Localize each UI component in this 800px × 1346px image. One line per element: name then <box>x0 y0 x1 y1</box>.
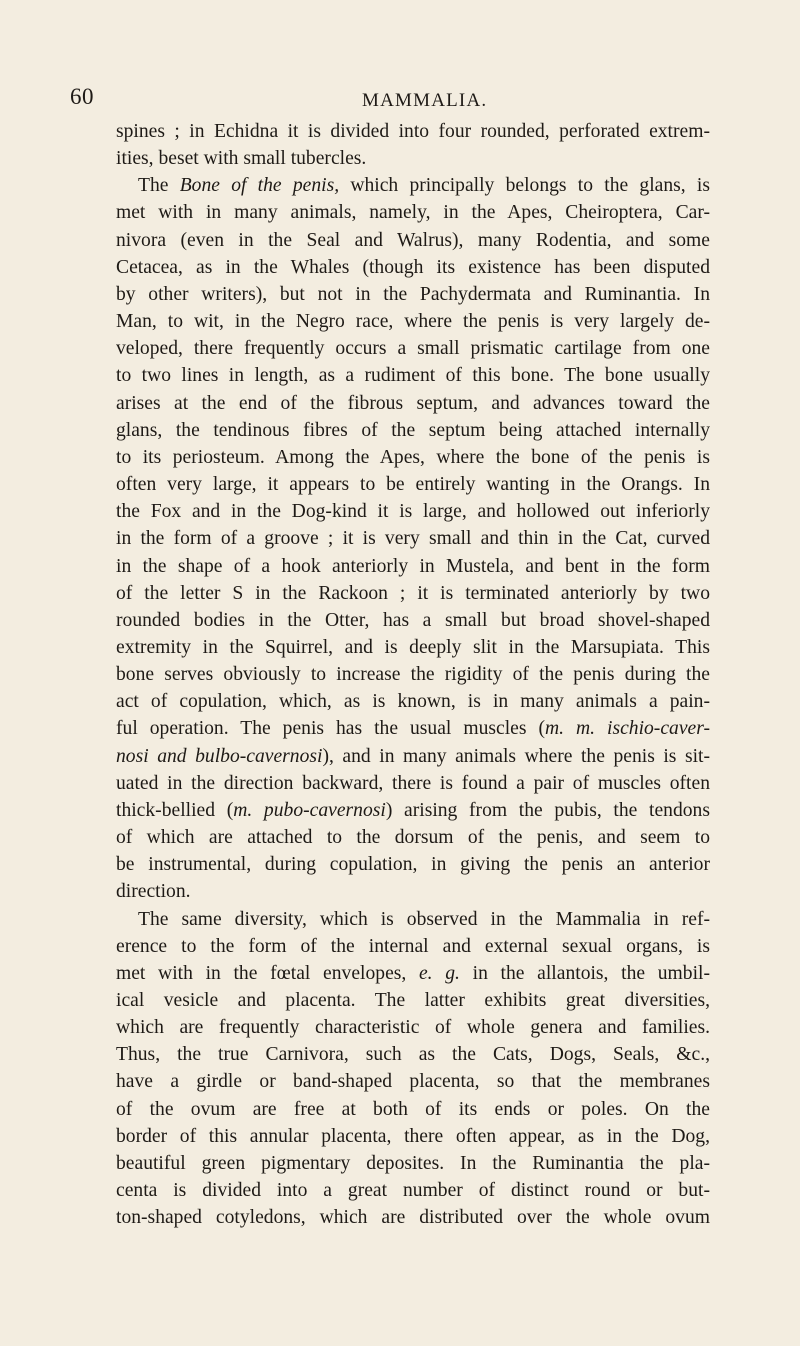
text-line: ical vesicle and placenta. The latter exhibits great diversities, <box>116 990 710 1011</box>
paragraph-bone-of-penis <box>116 172 710 905</box>
text-line: of the letter S in the Rackoon ; it is terminated anteriorly by two <box>116 582 710 604</box>
italic-term: Bone of the penis, <box>179 175 340 197</box>
italic-term: nosi and bulbo-cavernosi <box>116 745 323 767</box>
italic-term: e. g. <box>418 962 460 984</box>
text-line: bone serves obviously to increase the rigidity of the penis during the <box>116 664 710 686</box>
text-line: in the shape of a hook anteriorly in Mustela, and bent in the form <box>116 555 710 577</box>
text-line: glans, the tendinous fibres of the septum being attached internally <box>116 419 710 441</box>
text-line: by other writers), but not in the Pachydermata and Ruminantia. In <box>116 283 710 305</box>
text-line: beautiful green pigmentary deposites. In the Ruminantia the pla- <box>116 1152 710 1174</box>
text-line: of the ovum are free at both of its ends or poles. On the <box>116 1098 710 1120</box>
text-line: spines ; in Echidna it is divided into four rounded, perforated extrem- <box>116 121 710 142</box>
text-line: centa is divided into a great number of distinct round or but- <box>116 1180 710 1202</box>
text-line: extremity in the Squirrel, and is deeply slit in the Marsupiata. This <box>116 636 710 658</box>
page-number: 60 <box>70 84 94 109</box>
italic-term: m. pubo-cavernosi <box>233 799 386 821</box>
text-line: met with in many animals, namely, in the Apes, Cheiroptera, Car- <box>116 202 710 224</box>
text-line <box>116 797 710 824</box>
text-line: veloped, there frequently occurs a small prismatic cartilage from one <box>116 338 710 360</box>
text-line: be instrumental, during copulation, in giving the penis an anterior <box>116 854 710 876</box>
text-line: Cetacea, as in the Whales (though its existence has been disputed <box>116 256 710 278</box>
text-line: to its periosteum. Among the Apes, where the bone of the penis is <box>116 446 710 468</box>
text-line: in the form of a groove ; it is very small and thin in the Cat, curved <box>116 528 710 550</box>
text-span: in the allantois, the umbil- <box>459 962 710 984</box>
text-span: thick-bellied ( <box>116 799 234 821</box>
text-line: of which are attached to the dorsum of the penis, and seem to <box>116 827 710 849</box>
text-line: erence to the form of the internal and external sexual organs, is <box>116 935 710 957</box>
text-line <box>116 715 710 742</box>
text-line: Man, to wit, in the Negro race, where the penis is very largely de- <box>116 311 710 333</box>
text-line: uated in the direction backward, there is found a pair of muscles often <box>116 772 710 794</box>
text-line: have a girdle or band-shaped placenta, so that the membranes <box>116 1071 710 1093</box>
text-line: ities, beset with small tubercles. <box>116 148 367 170</box>
text-line: Thus, the true Carnivora, such as the Cats, Dogs, Seals, &c., <box>116 1044 710 1066</box>
paragraph-echidna <box>116 118 710 172</box>
text-span: ), and in many animals where the penis is sit- <box>322 745 710 767</box>
text-span: ) arising from the pubis, the tendons <box>385 799 710 821</box>
running-title: MAMMALIA. <box>362 90 488 111</box>
text-line: rounded bodies in the Otter, has a small but broad shovel-shaped <box>116 609 710 631</box>
text-line: nivora (even in the Seal and Walrus), many Rodentia, and some <box>116 229 710 251</box>
text-span: met with in the fœtal envelopes, <box>116 962 419 984</box>
text-line: direction. <box>116 881 191 903</box>
text-line: act of copulation, which, as is known, is in many animals a pain- <box>116 691 710 713</box>
text-line: arises at the end of the fibrous septum, and advances toward the <box>116 392 710 414</box>
text-line: The same diversity, which is observed in the Mammalia in ref- <box>138 908 710 930</box>
text-line: the Fox and in the Dog-kind it is large, and hollowed out inferiorly <box>116 501 710 523</box>
text-line: ton-shaped cotyledons, which are distributed over the whole ovum <box>116 1207 710 1229</box>
text-line <box>116 743 710 770</box>
text-line <box>116 172 710 199</box>
text-span: which principally belongs to the glans, is <box>339 175 710 197</box>
body-text <box>116 118 710 1231</box>
text-line: border of this annular placenta, there often appear, as in the Dog, <box>116 1125 710 1147</box>
text-line: often very large, it appears to be entirely wanting in the Orangs. In <box>116 474 710 496</box>
text-line <box>116 960 710 987</box>
text-span: ful operation. The penis has the usual muscles ( <box>116 718 545 740</box>
text-span: The <box>138 175 180 197</box>
paragraph-foetal-envelopes <box>116 906 710 1232</box>
italic-term: m. m. ischio-caver- <box>544 718 710 740</box>
text-line: which are frequently characteristic of whole genera and families. <box>116 1017 710 1039</box>
text-line: to two lines in length, as a rudiment of this bone. The bone usually <box>116 365 710 387</box>
